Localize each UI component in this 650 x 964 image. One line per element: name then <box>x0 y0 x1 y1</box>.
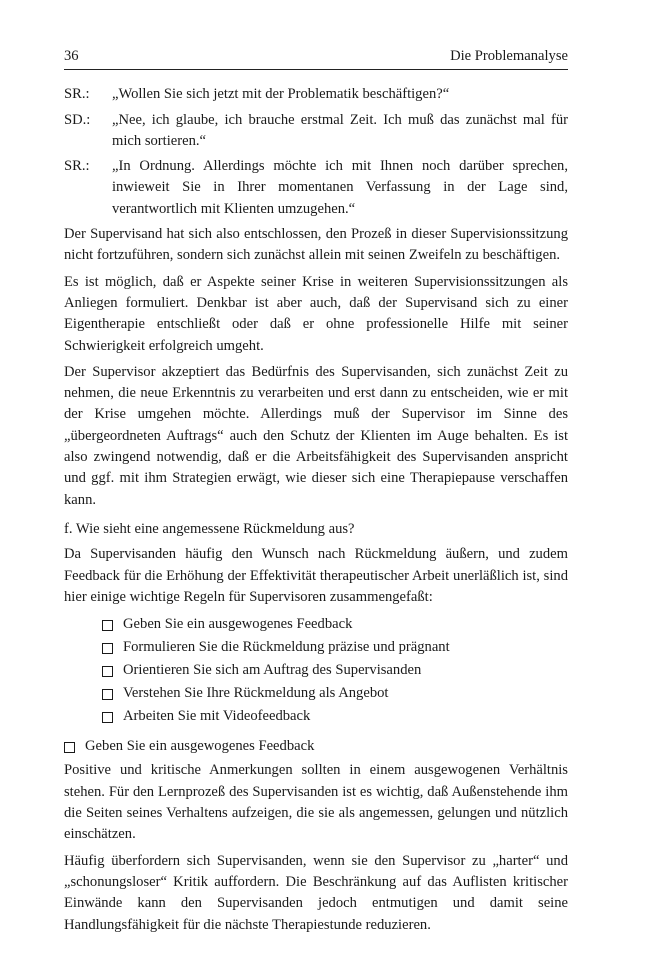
rule-text: Formulieren Sie die Rückmeldung präzise und prägnant <box>123 638 450 655</box>
dialogue-line <box>64 84 568 105</box>
checkbox-square-icon <box>102 620 113 631</box>
speaker-label: SR.: <box>64 158 90 175</box>
body-paragraph: Der Supervisand hat sich also entschlossen, den Prozeß in dieser Supervisionssitzung nicht fortzuführen, sondern sich zunächst allein mit seinen Zweifeln zu beschäftigen. <box>64 226 568 264</box>
dialogue-block <box>64 84 568 220</box>
subsection-heading <box>64 736 568 757</box>
body-paragraph: Es ist möglich, daß er Aspekte seiner Krise in weiteren Supervisionssitzungen als Anliegen formuliert. Denkbar ist aber auch, daß der Supervisand sich zu einer Eigentherapie entschließt oder daß er ohne professionelle Hilfe mit seiner Schwierigkeit erfolgreich umgeht. <box>64 273 568 354</box>
running-header <box>64 46 568 70</box>
list-item <box>102 682 568 705</box>
dialogue-line <box>64 110 568 153</box>
body-paragraph: Häufig überfordern sich Supervisanden, wenn sie den Supervisor zu „harter“ und „schonungsloser“ Kritik auffordern. Die Beschränkung auf das Auflisten kritischer Einwände kann den Supervisanden jedoch entmutigen und damit seine Handlungsfähigkeit für die nächste Therapiestunde reduzieren. <box>64 852 568 933</box>
rule-text: Arbeiten Sie mit Videofeedback <box>123 707 311 724</box>
list-item <box>102 613 568 636</box>
list-item <box>102 705 568 728</box>
rules-list <box>102 613 568 728</box>
speaker-label: SD.: <box>64 111 91 128</box>
utterance: „Wollen Sie sich jetzt mit der Problematik beschäftigen?“ <box>112 86 450 103</box>
rule-text: Verstehen Sie Ihre Rückmeldung als Angebot <box>123 684 389 701</box>
subsection-title: Geben Sie ein ausgewogenes Feedback <box>85 738 315 755</box>
checkbox-square-icon <box>102 712 113 723</box>
checkbox-square-icon <box>64 742 75 753</box>
section-heading: f. Wie sieht eine angemessene Rückmeldung aus? <box>64 520 355 537</box>
checkbox-square-icon <box>102 689 113 700</box>
page-number: 36 <box>64 48 79 64</box>
list-item <box>102 636 568 659</box>
speaker-label: SR.: <box>64 86 90 103</box>
running-title: Die Problemanalyse <box>450 48 568 64</box>
rule-text: Geben Sie ein ausgewogenes Feedback <box>123 615 353 632</box>
rule-text: Orientieren Sie sich am Auftrag des Supervisanden <box>123 661 422 678</box>
checkbox-square-icon <box>102 666 113 677</box>
book-page <box>64 46 568 941</box>
body-paragraph: Positive und kritische Anmerkungen sollten in einem ausgewogenen Verhältnis stehen. Für den Lernprozeß des Supervisanden ist es wichtig, daß Außenstehende ihm die Seiten seines Verhaltens aufzeigen, die sie als angemessen, gelungen und nützlich einschätzen. <box>64 762 568 843</box>
dialogue-line <box>64 156 568 220</box>
body-paragraph: Der Supervisor akzeptiert das Bedürfnis des Supervisanden, sich zunächst Zeit zu nehmen, die neue Erkenntnis zu verarbeiten und erst dann zu entscheiden, wie er mit der Krise umgehen möchte. Allerdings muß der Supervisor im Sinne des „übergeordneten Auftrags“ auch den Schutz der Klienten im Auge behalten. Es ist also zwingend notwendig, daß er die Arbeitsfähigkeit des Supervisanden anspricht und ggf. mit ihm Strategien erwägt, wie dieser sich eine Therapiepause verschaffen kann. <box>64 363 568 508</box>
utterance: „In Ordnung. Allerdings möchte ich mit Ihnen noch darüber sprechen, inwieweit Sie in Ihrer momentanen Verfassung in der Lage sind, verantwortlich mit Klienten umzugehen.“ <box>112 158 568 217</box>
list-item <box>102 659 568 682</box>
section-intro: Da Supervisanden häufig den Wunsch nach Rückmeldung äußern, und zudem Feedback für die Erhöhung der Effektivität therapeutischer Arbeit unerläßlich ist, sind hier einige wichtige Regeln für Supervisoren zusammengefaßt: <box>64 546 568 605</box>
checkbox-square-icon <box>102 643 113 654</box>
utterance: „Nee, ich glaube, ich brauche erstmal Zeit. Ich muß das zunächst mal für mich sortieren.“ <box>112 111 568 149</box>
